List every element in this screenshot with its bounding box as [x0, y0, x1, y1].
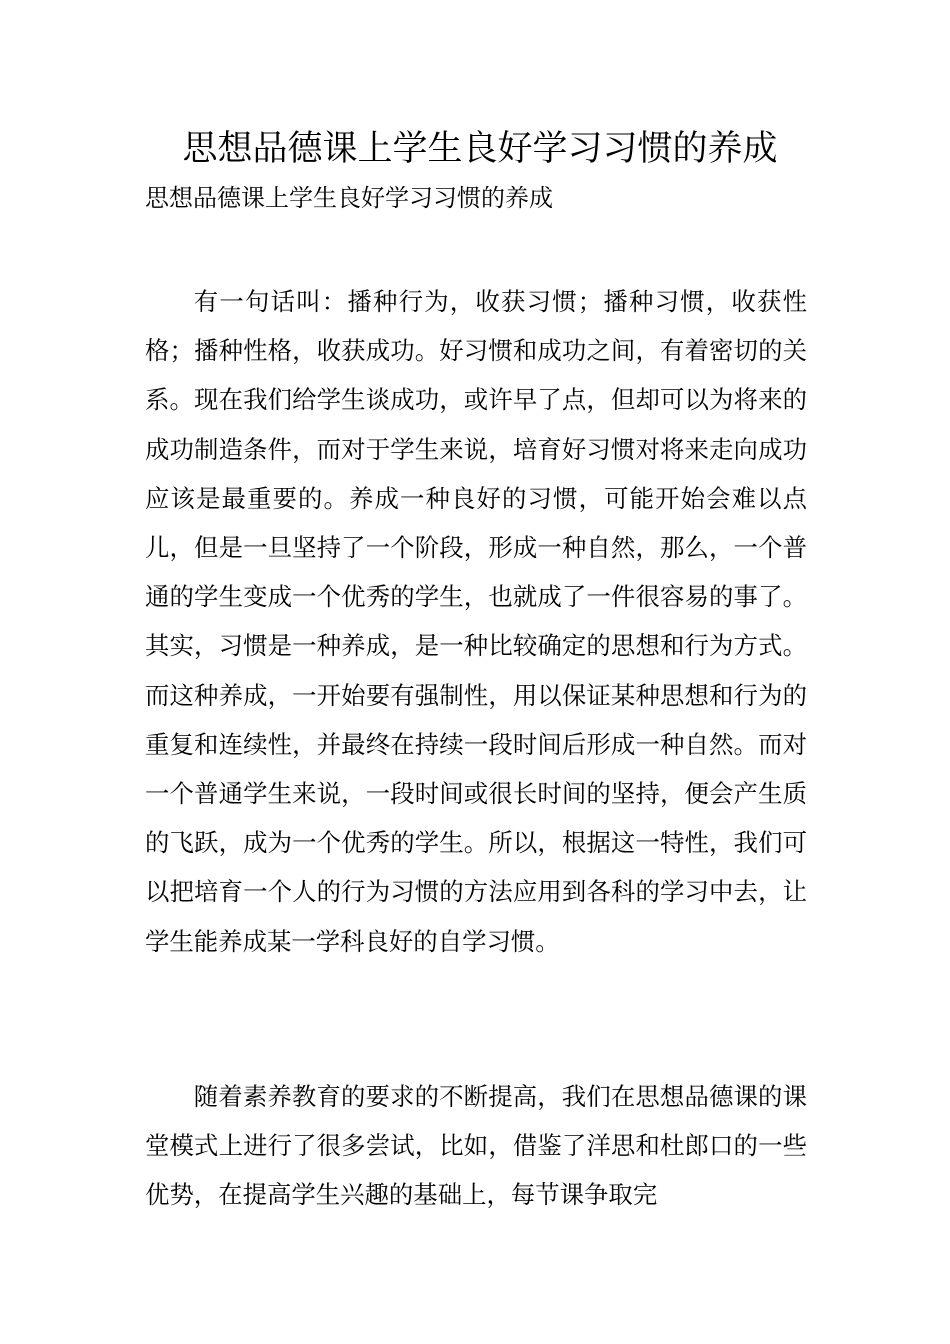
document-title: 思想品德课上学生良好学习习惯的养成: [182, 129, 778, 169]
document-subtitle: 思想品德课上学生良好学习习惯的养成: [145, 184, 553, 212]
body-paragraph: 随着素养教育的要求的不断提高，我们在思想品德课的课堂模式上进行了很多尝试，比如，借鉴了洋思和杜郎口的一些优势，在提高学生兴趣的基础上，每节课争取完: [145, 1082, 807, 1210]
body-paragraph: 有一句话叫：播种行为，收获习惯；播种习惯，收获性格；播种性格，收获成功。好习惯和成功之间，有着密切的关系。现在我们给学生谈成功，或许早了点，但却可以为将来的成功制造条件，而对于学生来说，培育好习惯对将来走向成功应该是最重要的。养成一种良好的习惯，可能开始会难以点儿，但是一旦坚持了一个阶段，形成一种自然，那么，一个普通的学生变成一个优秀的学生，也就成了一件很容易的事了。其实，习惯是一种养成，是一种比较确定的思想和行为方式。而这种养成，一开始要有强制性，用以保证某种思想和行为的重复和连续性，并最终在持续一段时间后形成一种自然。而对一个普通学生来说，一段时间或很长时间的坚持，便会产生质的飞跃，成为一个优秀的学生。所以，根据这一特性，我们可以把培育一个人的行为习惯的方法应用到各科的学习中去，让学生能养成某一学科良好的自学习惯。: [145, 287, 807, 956]
